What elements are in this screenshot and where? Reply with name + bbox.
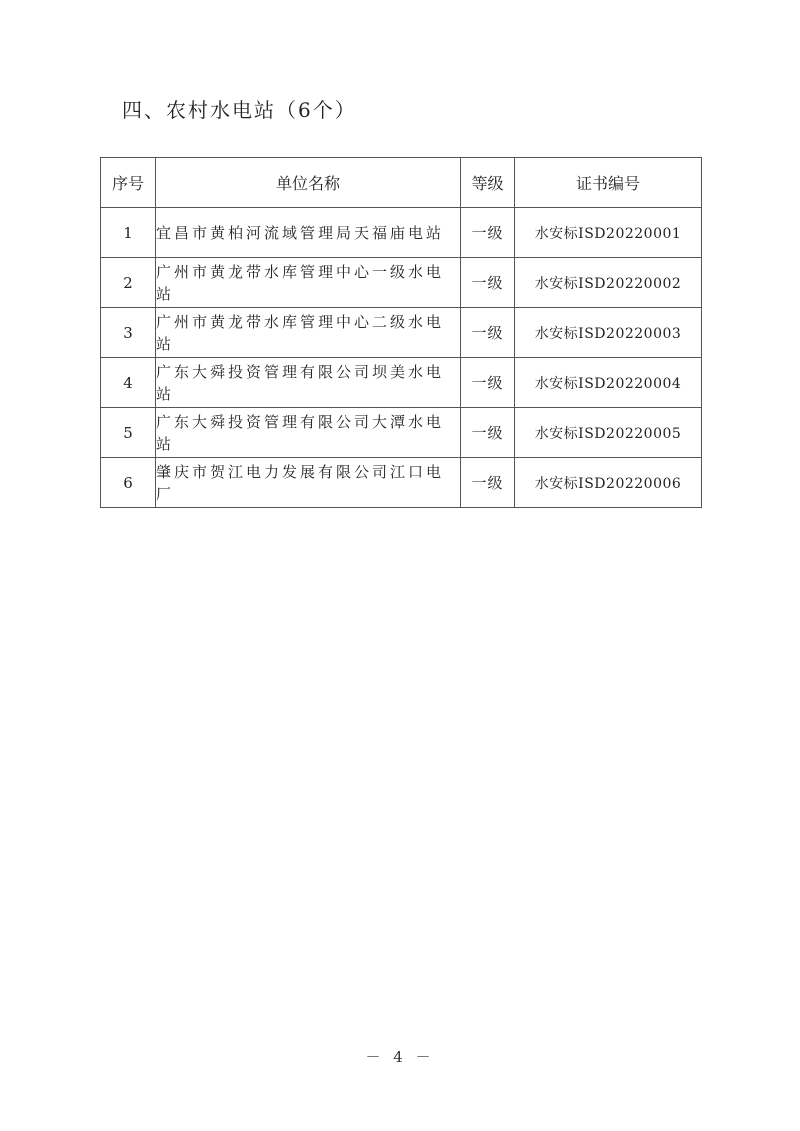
row-certificate-number: 水安标ⅠSD20220003 <box>515 308 702 358</box>
row-certificate-number: 水安标ⅠSD20220002 <box>515 258 702 308</box>
row-level: 一级 <box>461 458 515 508</box>
header-certificate-number: 证书编号 <box>515 158 702 208</box>
table-row <box>101 458 702 508</box>
row-level: 一级 <box>461 308 515 358</box>
row-certificate-number: 水安标ⅠSD20220004 <box>515 358 702 408</box>
hydropower-stations-table <box>100 157 702 508</box>
row-unit-name: 肇庆市贺江电力发展有限公司江口电厂 <box>156 458 461 508</box>
row-certificate-number: 水安标ⅠSD20220001 <box>515 208 702 258</box>
row-index: 1 <box>101 208 156 258</box>
section-title: 四、农村水电站（6个） <box>122 98 357 122</box>
row-index: 2 <box>101 258 156 308</box>
row-index: 5 <box>101 408 156 458</box>
row-index: 4 <box>101 358 156 408</box>
table-row <box>101 358 702 408</box>
table-header-row <box>101 158 702 208</box>
page-number: － 4 － <box>365 1048 435 1066</box>
row-unit-name: 广州市黄龙带水库管理中心一级水电站 <box>156 258 461 308</box>
row-level: 一级 <box>461 408 515 458</box>
row-index: 3 <box>101 308 156 358</box>
row-index: 6 <box>101 458 156 508</box>
row-level: 一级 <box>461 208 515 258</box>
header-index: 序号 <box>101 158 156 208</box>
row-unit-name: 广州市黄龙带水库管理中心二级水电站 <box>156 308 461 358</box>
header-unit-name: 单位名称 <box>156 158 461 208</box>
row-unit-name: 广东大舜投资管理有限公司坝美水电站 <box>156 358 461 408</box>
table-row <box>101 408 702 458</box>
row-level: 一级 <box>461 358 515 408</box>
table-row <box>101 308 702 358</box>
row-certificate-number: 水安标ⅠSD20220006 <box>515 458 702 508</box>
row-unit-name: 广东大舜投资管理有限公司大潭水电站 <box>156 408 461 458</box>
table-row <box>101 208 702 258</box>
row-certificate-number: 水安标ⅠSD20220005 <box>515 408 702 458</box>
row-level: 一级 <box>461 258 515 308</box>
row-unit-name: 宜昌市黄柏河流域管理局天福庙电站 <box>156 208 461 258</box>
header-level: 等级 <box>461 158 515 208</box>
table-row <box>101 258 702 308</box>
